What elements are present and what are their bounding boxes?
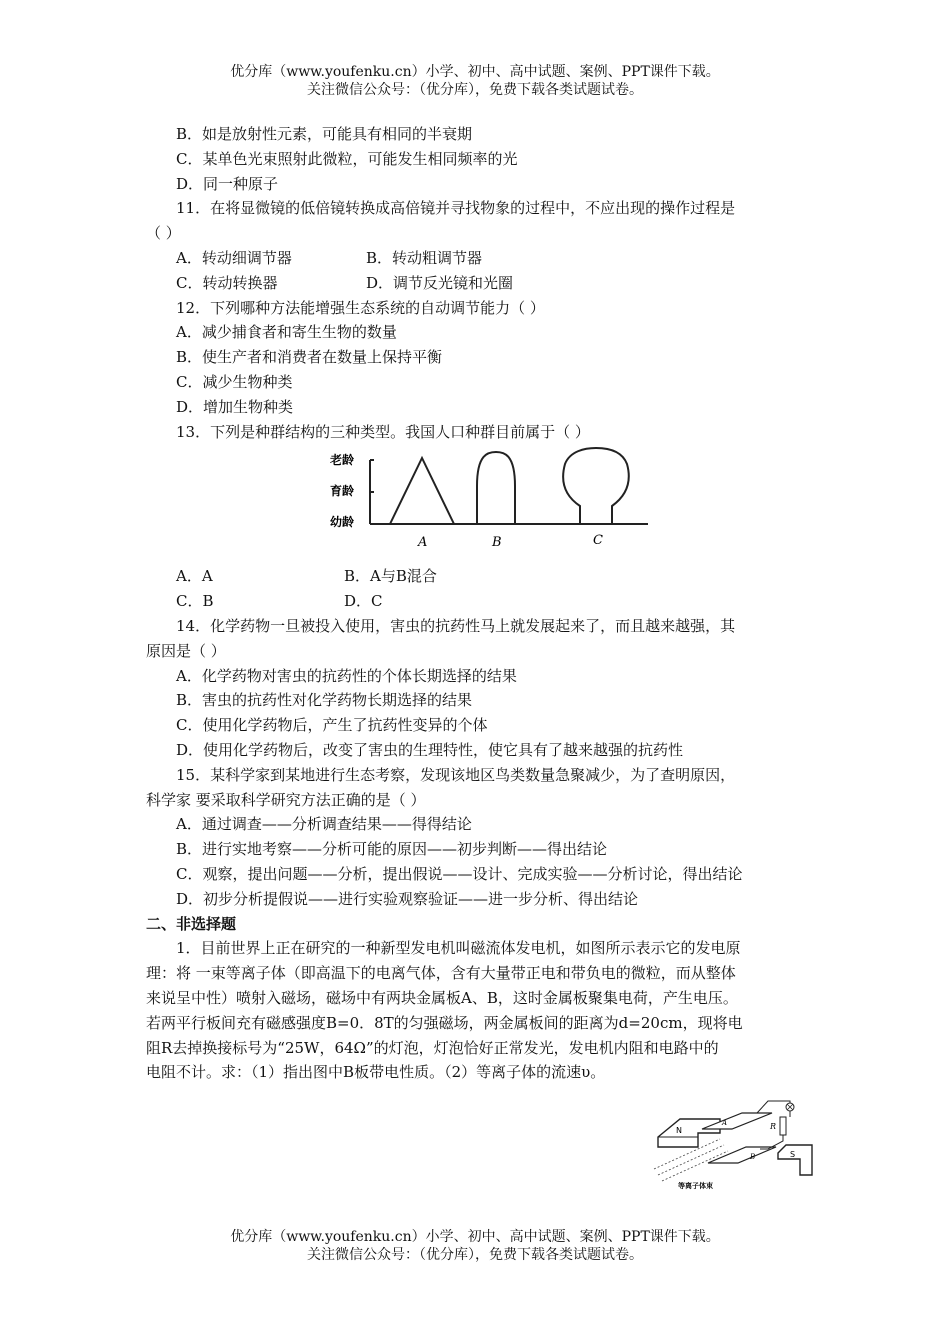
q14-option-d: D．使用化学药物后，改变了害虫的生理特性，使它具有了越来越强的抗药性 — [176, 740, 684, 759]
q11-option-c: C．转动转换器 — [176, 273, 278, 292]
x-label-a: A — [418, 535, 428, 551]
p1-line-6: 电阻不计。求：（1）指出图中B板带电性质。（2）等离子体的流速υ。 — [146, 1063, 606, 1082]
mhd-generator-svg — [650, 1095, 825, 1190]
pyramid-b — [477, 452, 515, 524]
p1-line-2: 理：将 一束等离子体（即高温下的电离气体，含有大量带正电和带负电的微粒，而从整体 — [146, 964, 736, 983]
q12-stem: 12．下列哪种方法能增强生态系统的自动调节能力（ ） — [176, 298, 545, 317]
q15-stem: 15．某科学家到某地进行生态考察，发现该地区鸟类数量急聚减少，为了查明原因， — [176, 765, 736, 784]
q15-option-b: B．进行实地考察——分析可能的原因——初步判断——得出结论 — [176, 840, 608, 859]
resistor-r — [780, 1117, 786, 1135]
q10-option-b: B．如是放射性元素，可能具有相同的半衰期 — [176, 125, 473, 143]
x-label-c: C — [593, 533, 603, 549]
q12-option-b: B．使生产者和消费者在数量上保持平衡 — [176, 348, 443, 367]
plasma-beam-line-3 — [662, 1151, 728, 1181]
header-line-1: 优分库（www.youfenku.cn）小学、初中、高中试题、案例、PPT课件下载。 — [230, 64, 720, 80]
p1-line-3: 来说呈中性）喷射入磁场，磁场中有两块金属板A、B，这时金属板聚集电荷，产生电压。 — [146, 988, 738, 1007]
n-label: N — [676, 1126, 682, 1135]
q11-option-d: D．调节反光镜和光圈 — [366, 273, 514, 292]
q11-options-row-1 — [146, 246, 811, 271]
y-label-reproductive: 育龄 — [330, 484, 355, 499]
pyramid-a — [390, 458, 454, 524]
q10-option-c: C．某单色光束照射此微粒，可能发生相同频率的光 — [176, 149, 518, 168]
q14-option-c: C．使用化学药物后，产生了抗药性变异的个体 — [176, 716, 488, 735]
figure-caption: 等离子体束 — [678, 1182, 713, 1190]
q13-option-a: A．A — [176, 567, 213, 586]
q14-option-a: A．化学药物对害虫的抗药性的个体长期选择的结果 — [176, 666, 517, 685]
q15-stem-cont: 科学家 要采取科学研究方法正确的是（ ） — [146, 790, 426, 809]
pyramid-c — [563, 448, 629, 524]
y-label-young: 幼龄 — [330, 515, 355, 530]
q11-option-b: B．转动粗调节器 — [366, 248, 483, 267]
q13-option-d: D．C — [344, 592, 383, 611]
population-pyramids-svg — [330, 446, 660, 550]
plate-a-label: A — [722, 1119, 728, 1127]
q13-option-b: B．A与B混合 — [344, 567, 437, 586]
q12-option-d: D．增加生物种类 — [176, 397, 294, 416]
p1-line-1: 1．目前世界上正在研究的一种新型发电机叫磁流体发电机，如图所示表示它的发电原 — [176, 939, 741, 958]
resistor-label: R — [770, 1122, 777, 1131]
q13-options-row-1 — [146, 564, 811, 589]
p1-line-4: 若两平行板间充有磁感强度B=0．8T的匀强磁场，两金属板间的距离为d=20cm，现将电 — [146, 1013, 743, 1032]
q11-option-a: A．转动细调节器 — [176, 248, 292, 267]
q14-option-b: B．害虫的抗药性对化学药物长期选择的结果 — [176, 691, 473, 710]
page-content — [146, 122, 811, 1085]
q10-option-d: D．同一种原子 — [176, 174, 279, 193]
plate-b-label: B — [750, 1153, 756, 1161]
section-title: 二、非选择题 — [146, 914, 237, 933]
q11-stem: 11．在将显微镜的低倍镜转换成高倍镜并寻找物象的过程中，不应出现的操作过程是 — [176, 199, 736, 218]
header-line-2: 关注微信公众号：（优分库），免费下载各类试题试卷。 — [307, 82, 643, 98]
q14-stem: 14．化学药物一旦被投入使用，害虫的抗药性马上就发展起来了，而且越来越强，其 — [176, 616, 736, 635]
q11-stem-cont: （ ） — [146, 224, 181, 243]
q15-option-c: C．观察，提出问题——分析，提出假说——设计、完成实验——分析讨论，得出结论 — [176, 864, 743, 883]
footer-line-1: 优分库（www.youfenku.cn）小学、初中、高中试题、案例、PPT课件下载。 — [230, 1229, 720, 1245]
q12-option-c: C．减少生物种类 — [176, 372, 293, 391]
q15-option-d: D．初步分析提假说——进行实验观察验证——进一步分析、得出结论 — [176, 889, 639, 908]
y-label-old: 老龄 — [330, 453, 355, 468]
p1-line-5: 阻R去掉换接标号为“25W，64Ω”的灯泡，灯泡恰好正常发光，发电机内阻和电路中的 — [146, 1038, 719, 1057]
q12-option-a: A．减少捕食者和寄生生物的数量 — [176, 323, 397, 342]
q13-stem: 13．下列是种群结构的三种类型。我国人口种群目前属于（ ） — [176, 422, 590, 441]
q13-options-row-2 — [146, 589, 811, 614]
q15-option-a: A．通过调查——分析调查结果——得得结论 — [176, 815, 472, 834]
q13-option-c: C．B — [176, 592, 214, 611]
page-header — [0, 63, 950, 99]
population-structure-figure — [146, 444, 811, 564]
page-footer — [0, 1228, 950, 1264]
q14-stem-cont: 原因是（ ） — [146, 641, 226, 660]
mhd-generator-figure — [650, 1095, 825, 1194]
s-label: S — [790, 1150, 796, 1159]
n-magnet — [658, 1119, 720, 1147]
footer-line-2: 关注微信公众号：（优分库），免费下载各类试题试卷。 — [307, 1247, 643, 1263]
q11-options-row-2 — [146, 271, 811, 296]
x-label-b: B — [492, 535, 502, 551]
